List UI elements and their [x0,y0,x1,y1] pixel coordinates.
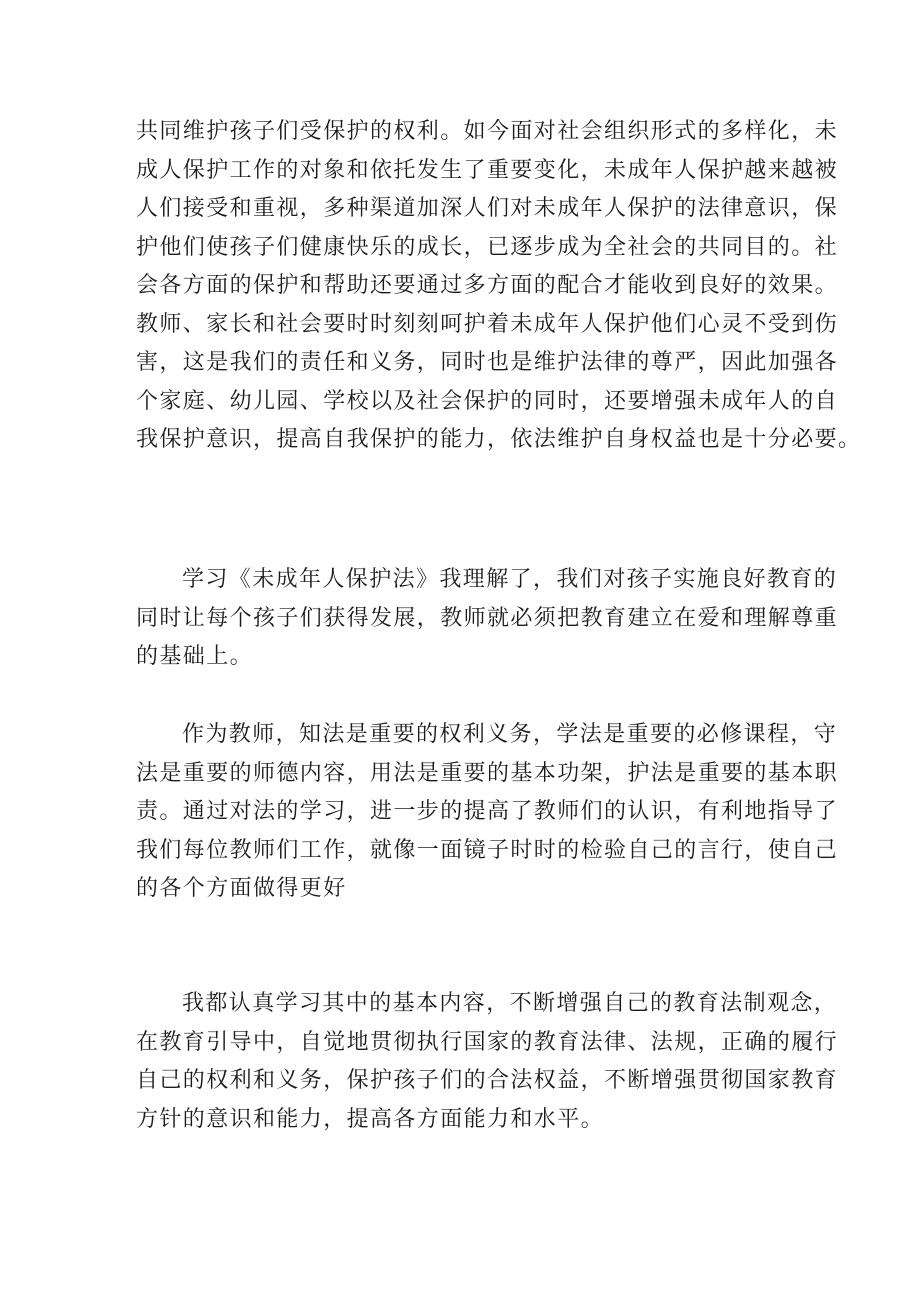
text-line: 作为教师，知法是重要的权利义务，学法是重要的必修课程，守 [182,722,838,747]
text-line: 法是重要的师德内容，用法是重要的基本功架，护法是重要的基本职 [136,760,839,786]
text-line: 护他们使孩子们健康快乐的成长，已逐步成为全社会的共同目的。社 [136,234,839,260]
text-line: 责。通过对法的学习，进一步的提高了教师们的认识，有利地指导了 [136,799,839,824]
paragraph-1 [136,113,862,460]
text-line: 人们接受和重视，多种渠道加深人们对未成年人保护的法律意识，保 [136,196,839,221]
text-line: 教师、家长和社会要时时刻刻呵护着未成年人保护他们心灵不受到伤 [136,311,839,337]
text-line: 同时让每个孩子们获得发展，教师就必须把教育建立在爱和理解尊重 [136,605,839,631]
text-line: 害，这是我们的责任和义务，同时也是维护法律的尊严，因此加强各 [136,350,839,375]
paragraph-4 [136,985,839,1139]
text-line: 共同维护孩子们受保护的权利。如今面对社会组织形式的多样化，未 [136,119,839,144]
text-line: 成人保护工作的对象和依托发生了重要变化，未成年人保护越来越被 [136,157,839,183]
text-line: 自己的权利和义务，保护孩子们的合法权益，不断增强贯彻国家教育 [136,1068,839,1093]
text-line: 在教育引导中，自觉地贯彻执行国家的教育法律、法规，正确的履行 [136,1029,839,1055]
text-line: 方针的意识和能力，提高各方面能力和水平。 [136,1106,605,1132]
paragraph-3 [136,716,839,909]
text-line: 我都认真学习其中的基本内容，不断增强自己的教育法制观念， [182,991,838,1016]
paragraph-2 [136,561,839,677]
text-line: 学习《未成年人保护法》我理解了，我们对孩子实施良好教育的 [182,567,838,592]
text-line: 个家庭、幼儿园、学校以及社会保护的同时，还要增强未成年人的自 [136,388,839,414]
text-line: 我们每位教师们工作，就像一面镜子时时的检验自己的言行，使自己 [136,837,839,863]
text-line: 我保护意识，提高自我保护的能力，依法维护自身权益也是十分必要。 [136,427,862,452]
text-line: 的基础上。 [136,644,254,669]
text-line: 的各个方面做得更好 [136,876,347,901]
text-line: 会各方面的保护和帮助还要通过多方面的配合才能收到良好的效果。 [136,273,839,298]
